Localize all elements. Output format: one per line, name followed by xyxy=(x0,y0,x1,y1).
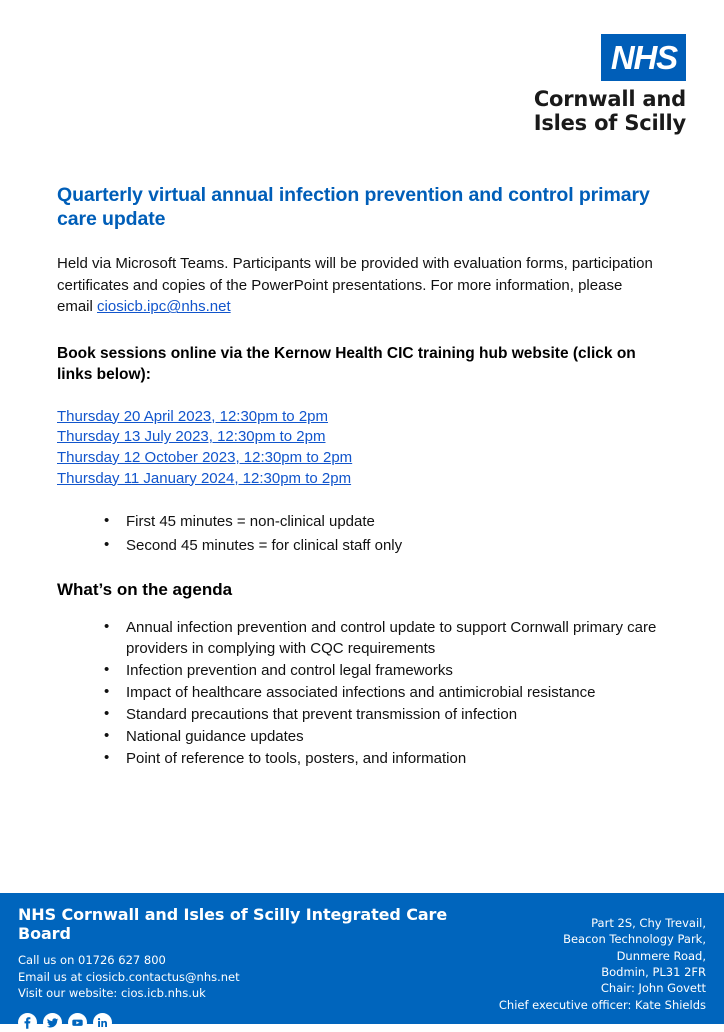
intro-text: Held via Microsoft Teams. Participants will be provided with evaluation forms, participation certificates and copies of the PowerPoint presentations. For more information, please email xyxy=(57,255,653,316)
list-item: • Impact of healthcare associated infections and antimicrobial resistance xyxy=(104,682,670,703)
page-footer xyxy=(0,893,724,1024)
nhs-logo-mark: NHS xyxy=(601,34,686,81)
agenda-heading: What’s on the agenda xyxy=(57,579,233,599)
address-line-2: Beacon Technology Park, xyxy=(563,932,706,947)
footer-address-block xyxy=(499,905,706,1024)
list-item: • Standard precautions that prevent transmission of infection xyxy=(104,704,670,725)
linkedin-icon[interactable] xyxy=(93,1013,112,1032)
session-structure-list xyxy=(57,511,670,556)
footer-organisation-title: NHS Cornwall and Isles of Scilly Integrated Care Board xyxy=(18,905,448,944)
address-line-3: Dunmere Road, xyxy=(616,948,706,963)
footer-left-block xyxy=(18,905,499,1024)
session-link-4[interactable]: Thursday 11 January 2024, 12:30pm to 2pm xyxy=(57,469,352,487)
page-title: Quarterly virtual annual infection prevention and control primary care update xyxy=(57,183,650,230)
session-link-3[interactable]: Thursday 12 October 2023, 12:30pm to 2pm xyxy=(57,448,353,466)
list-item: • Point of reference to tools, posters, and information xyxy=(104,748,670,769)
logo-org-line-2: Isles of Scilly xyxy=(533,110,686,135)
nhs-logo-org-name xyxy=(534,88,686,136)
list-item xyxy=(57,407,670,428)
list-item: • Annual infection prevention and control update to support Cornwall primary care providers in complying with CQC requirements xyxy=(104,617,670,659)
youtube-icon[interactable] xyxy=(68,1013,87,1032)
list-item xyxy=(57,448,670,469)
footer-contact-details xyxy=(18,952,499,1001)
footer-phone: Call us on 01726 627 800 xyxy=(18,953,166,968)
nhs-logo xyxy=(534,34,686,136)
session-link-1[interactable]: Thursday 20 April 2023, 12:30pm to 2pm xyxy=(57,407,328,425)
address-line-4: Bodmin, PL31 2FR xyxy=(601,964,706,979)
chair-name: Chair: John Govett xyxy=(600,981,706,996)
logo-org-line-1: Cornwall and xyxy=(533,87,686,111)
list-item: • Second 45 minutes = for clinical staff only xyxy=(104,535,670,556)
intro-paragraph xyxy=(57,253,657,317)
session-link-2[interactable]: Thursday 13 July 2023, 12:30pm to 2pm xyxy=(57,428,326,446)
list-item: • First 45 minutes = non-clinical update xyxy=(104,511,670,532)
social-links xyxy=(18,1013,499,1032)
list-item xyxy=(57,469,670,490)
booking-heading: Book sessions online via the Kernow Health CIC training hub website (click on links below): xyxy=(57,344,636,384)
facebook-icon[interactable] xyxy=(18,1013,37,1032)
session-link-list xyxy=(57,407,670,490)
footer-website: Visit our website: cios.icb.nhs.uk xyxy=(18,986,206,1001)
address-line-1: Part 2S, Chy Trevail, xyxy=(591,916,706,930)
footer-email: Email us at ciosicb.contactus@nhs.net xyxy=(18,969,240,984)
list-item: • National guidance updates xyxy=(104,726,670,747)
document-content xyxy=(0,184,724,769)
list-item: • Infection prevention and control legal frameworks xyxy=(104,660,670,681)
twitter-icon[interactable] xyxy=(43,1013,62,1032)
page-header xyxy=(0,0,724,136)
agenda-list xyxy=(57,617,670,769)
chief-executive-name: Chief executive officer: Kate Shields xyxy=(498,997,706,1012)
list-item xyxy=(57,427,670,448)
contact-email-link[interactable]: ciosicb.ipc@nhs.net xyxy=(97,298,231,316)
